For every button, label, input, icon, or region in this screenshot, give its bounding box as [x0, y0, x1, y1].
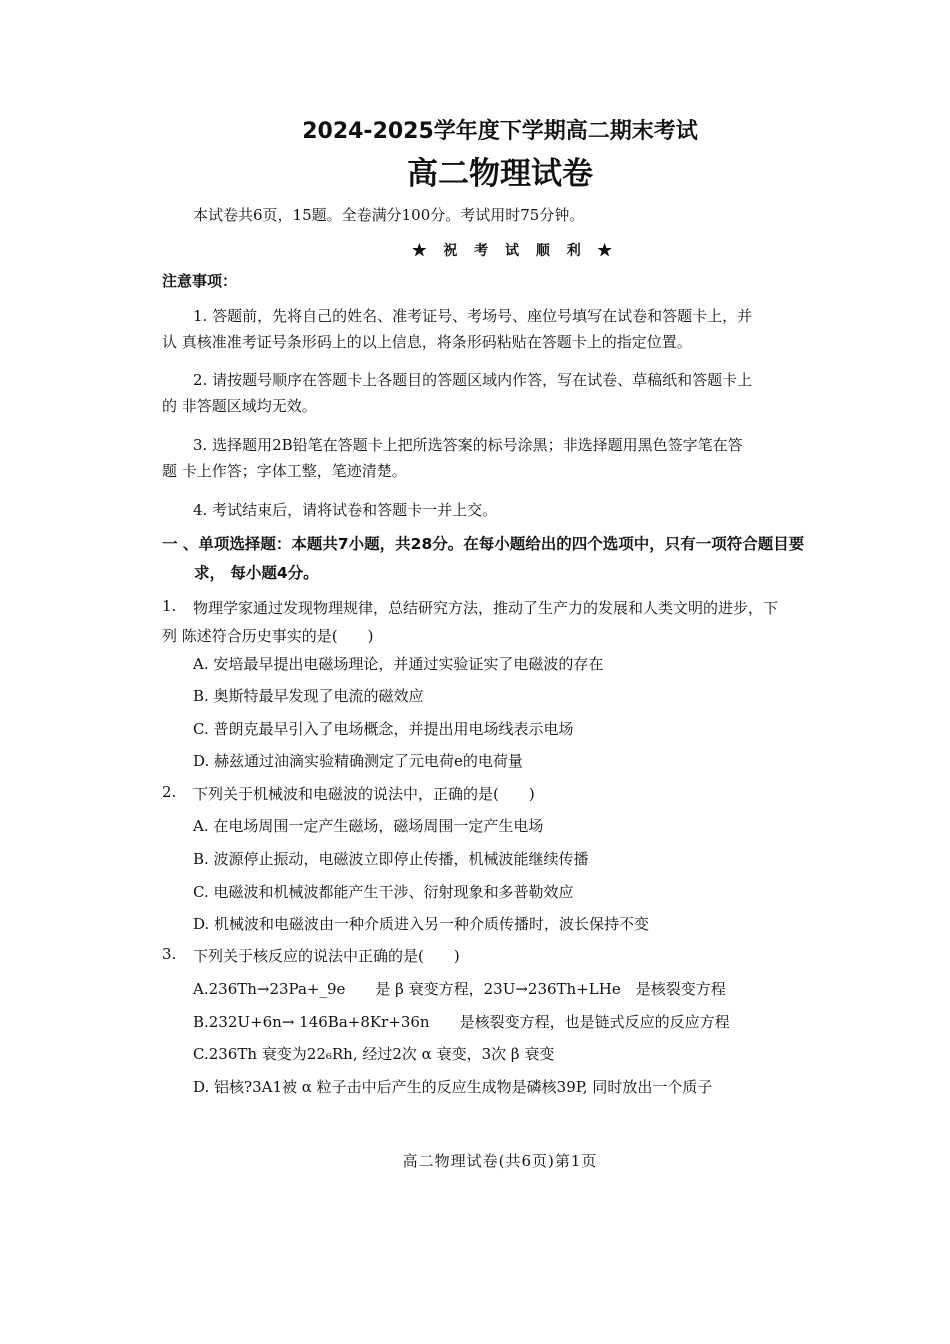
section-line: 一 、单项选择题：本题共7小题，共28分。在每小题给出的四个选项中，只有一项符合题目要 — [162, 535, 805, 553]
section-heading — [162, 530, 842, 588]
note-line: 题 卡上作答；字体工整，笔迹清楚。 — [162, 462, 407, 480]
notes-heading: 注意事项： — [162, 272, 238, 290]
note-line: 2. 请按题号顺序在答题卡上各题目的答题区域内作答，写在试卷、草稿纸和答题卡上 — [193, 371, 753, 389]
question-number: 1. — [162, 597, 177, 615]
option-b: B. 波源停止振动，电磁波立即停止传播，机械波能继续传播 — [193, 850, 589, 868]
note-line: 3. 选择题用2B铅笔在答题卡上把所选答案的标号涂黑；非选择题用黑色签字笔在答 — [193, 436, 743, 454]
option-c: C. 普朗克最早引入了电场概念，并提出用电场线表示电场 — [193, 720, 574, 738]
question-text: 列 陈述符合历史事实的是( ) — [162, 627, 374, 645]
question-text: 下列关于机械波和电磁波的说法中，正确的是( ) — [193, 785, 535, 803]
exam-title: 2024-2025学年度下学期高二期末考试 — [302, 119, 698, 144]
option-a: A. 在电场周围一定产生磁场，磁场周围一定产生电场 — [193, 817, 544, 835]
question-number: 3. — [162, 945, 177, 963]
note-item — [162, 432, 832, 484]
note-line: 的 非答题区域均无效。 — [162, 397, 317, 415]
good-luck-banner: ★ 祝 考 试 顺 利 ★ — [412, 243, 618, 259]
option-c: C. 电磁波和机械波都能产生干涉、衍射现象和多普勒效应 — [193, 883, 574, 901]
question-text: 物理学家通过发现物理规律，总结研究方法，推动了生产力的发展和人类文明的进步，下 — [193, 599, 779, 617]
option-a: A.236Th→23Pa+_9e 是 β 衰变方程，23U→236Th+LHe 是核裂变方程 — [193, 980, 726, 998]
exam-intro: 本试卷共6页，15题。全卷满分100分。考试用时75分钟。 — [193, 206, 585, 224]
note-item — [162, 367, 832, 419]
note-line: 4. 考试结束后，请将试卷和答题卡一并上交。 — [193, 501, 498, 519]
option-d: D. 机械波和电磁波由一种介质进入另一种介质传播时，波长保持不变 — [193, 915, 650, 933]
question-text: 下列关于核反应的说法中正确的是( ) — [193, 947, 460, 965]
question-number: 2. — [162, 783, 177, 801]
option-d: D. 铝核?3A1被 α 粒子击中后产生的反应生成物是磷核39P, 同时放出一个质子 — [193, 1078, 713, 1096]
page-footer: 高二物理试卷(共6页)第1页 — [402, 1152, 598, 1170]
subject-title: 高二物理试卷 — [407, 156, 593, 192]
option-b: B.232U+6n→ 146Ba+8Kr+36n 是核裂变方程，也是链式反应的反应方程 — [193, 1013, 730, 1031]
option-b: B. 奥斯特最早发现了电流的磁效应 — [193, 687, 424, 705]
note-item — [162, 303, 832, 355]
option-a: A. 安培最早提出电磁场理论，并通过实验证实了电磁波的存在 — [193, 655, 604, 673]
option-c: C.236Th 衰变为22₆Rh, 经过2次 α 衰变，3次 β 衰变 — [193, 1045, 555, 1063]
note-line: 1. 答题前，先将自己的姓名、准考证号、考场号、座位号填写在试卷和答题卡上，并 — [193, 307, 753, 325]
note-line: 认 真核准准考证号条形码上的以上信息，将条形码粘贴在答题卡上的指定位置。 — [162, 333, 692, 351]
note-item — [162, 497, 832, 523]
option-d: D. 赫兹通过油滴实验精确测定了元电荷e的电荷量 — [193, 752, 523, 770]
section-line: 求， 每小题4分。 — [194, 564, 319, 582]
